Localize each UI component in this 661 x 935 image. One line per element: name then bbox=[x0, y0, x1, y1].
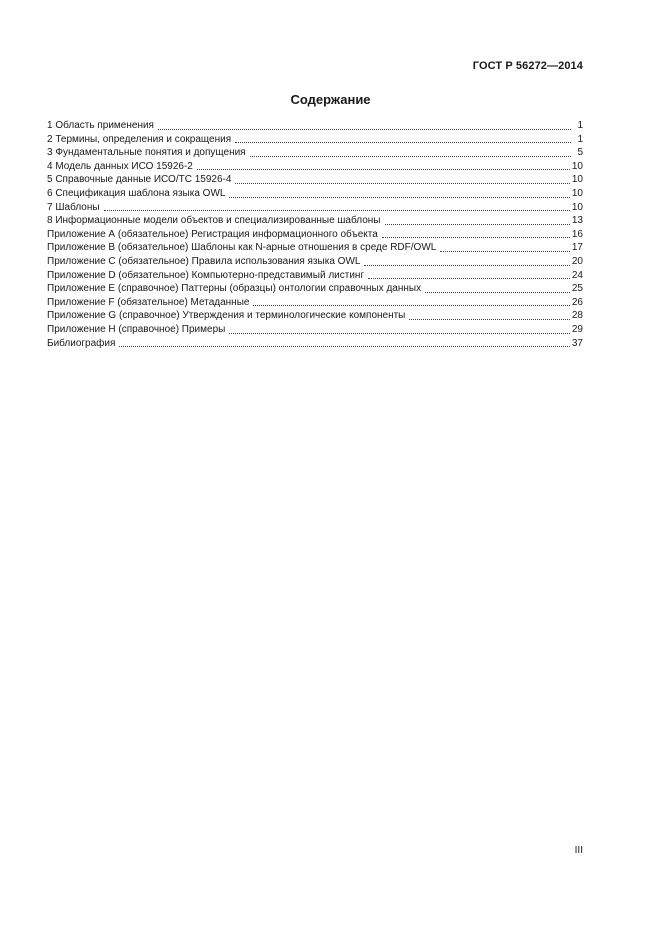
toc-leader bbox=[409, 319, 570, 320]
toc-entry[interactable] bbox=[47, 309, 583, 323]
toc-entry[interactable] bbox=[47, 201, 583, 215]
toc-leader bbox=[253, 305, 569, 306]
toc-entry-label: Приложение F (обязательное) Метаданные bbox=[47, 296, 250, 308]
toc-entry-page: 20 bbox=[571, 255, 583, 267]
toc-leader bbox=[235, 183, 569, 184]
toc-title: Содержание bbox=[290, 92, 371, 107]
toc-entry[interactable] bbox=[47, 337, 583, 351]
toc-entry-page: 10 bbox=[571, 174, 583, 186]
toc-entry[interactable] bbox=[47, 214, 583, 228]
toc-entry-page: 10 bbox=[571, 201, 583, 213]
toc-leader bbox=[119, 346, 569, 347]
toc-leader bbox=[235, 142, 571, 143]
toc-leader bbox=[385, 224, 570, 225]
toc-entry[interactable] bbox=[47, 269, 583, 283]
standard-code: ГОСТ Р 56272—2014 bbox=[472, 60, 583, 72]
toc-entry-page: 1 bbox=[577, 133, 583, 145]
toc-entry[interactable] bbox=[47, 323, 583, 337]
toc-entry-label: 4 Модель данных ИСО 15926-2 bbox=[47, 160, 193, 172]
toc-entry-label: 5 Справочные данные ИСО/ТС 15926-4 bbox=[47, 174, 232, 186]
toc-entry-page: 10 bbox=[571, 187, 583, 199]
toc-entry-page: 24 bbox=[571, 269, 583, 281]
toc-entry-label: Приложение Н (справочное) Примеры bbox=[47, 323, 226, 335]
toc-entry-label: 7 Шаблоны bbox=[47, 201, 100, 213]
toc-entry-page: 13 bbox=[571, 215, 583, 227]
toc-entry-label: 8 Информационные модели объектов и специализированные шаблоны bbox=[47, 215, 381, 227]
toc-entry[interactable] bbox=[47, 282, 583, 296]
toc-entry-label: Приложение D (обязательное) Компьютерно-представимый листинг bbox=[47, 269, 365, 281]
toc-entry-label: Приложение Е (справочное) Паттерны (образцы) онтологии справочных данных bbox=[47, 283, 422, 295]
toc-leader bbox=[368, 278, 570, 279]
toc-leader bbox=[440, 251, 570, 252]
table-of-contents bbox=[47, 119, 583, 350]
toc-entry-page: 1 bbox=[577, 120, 583, 131]
toc-entry-label: Приложение G (справочное) Утверждения и терминологические компоненты bbox=[47, 310, 406, 322]
toc-entry[interactable] bbox=[47, 133, 583, 147]
toc-entry-page: 37 bbox=[571, 337, 583, 349]
toc-entry-page: 25 bbox=[571, 283, 583, 295]
toc-entry-page: 26 bbox=[571, 296, 583, 308]
toc-entry[interactable] bbox=[47, 296, 583, 310]
toc-leader bbox=[197, 169, 570, 170]
toc-entry-page: 5 bbox=[577, 147, 583, 159]
toc-entry-page: 29 bbox=[571, 323, 583, 335]
toc-entry-page: 17 bbox=[571, 242, 583, 254]
toc-leader bbox=[364, 265, 569, 266]
toc-entry[interactable] bbox=[47, 160, 583, 174]
toc-entry[interactable] bbox=[47, 146, 583, 160]
toc-entry[interactable] bbox=[47, 241, 583, 255]
toc-entry-label: 1 Область применения bbox=[47, 120, 154, 131]
toc-entry-label: 2 Термины, определения и сокращения bbox=[47, 133, 232, 145]
toc-entry[interactable] bbox=[47, 173, 583, 187]
toc-leader bbox=[229, 197, 569, 198]
toc-entry-label: Приложение С (обязательное) Правила использования языка OWL bbox=[47, 255, 361, 267]
toc-leader bbox=[250, 156, 571, 157]
toc-entry[interactable] bbox=[47, 255, 583, 269]
page-number: III bbox=[574, 845, 583, 856]
toc-entry-page: 10 bbox=[571, 160, 583, 172]
toc-leader bbox=[104, 210, 570, 211]
toc-entry[interactable] bbox=[47, 228, 583, 242]
toc-entry-label: Приложение В (обязательное) Шаблоны как N-арные отношения в среде RDF/OWL bbox=[47, 242, 437, 254]
toc-leader bbox=[382, 237, 570, 238]
toc-leader bbox=[425, 292, 570, 293]
toc-entry-label: Библиография bbox=[47, 337, 116, 349]
toc-entry[interactable] bbox=[47, 187, 583, 201]
toc-leader bbox=[158, 129, 571, 130]
toc-leader bbox=[229, 333, 570, 334]
toc-entry-label: Приложение А (обязательное) Регистрация информационного объекта bbox=[47, 228, 378, 240]
toc-entry-label: 3 Фундаментальные понятия и допущения bbox=[47, 147, 246, 159]
toc-entry-label: 6 Спецификация шаблона языка OWL bbox=[47, 187, 226, 199]
toc-entry[interactable] bbox=[47, 119, 583, 133]
toc-entry-page: 16 bbox=[571, 228, 583, 240]
toc-entry-page: 28 bbox=[571, 310, 583, 322]
